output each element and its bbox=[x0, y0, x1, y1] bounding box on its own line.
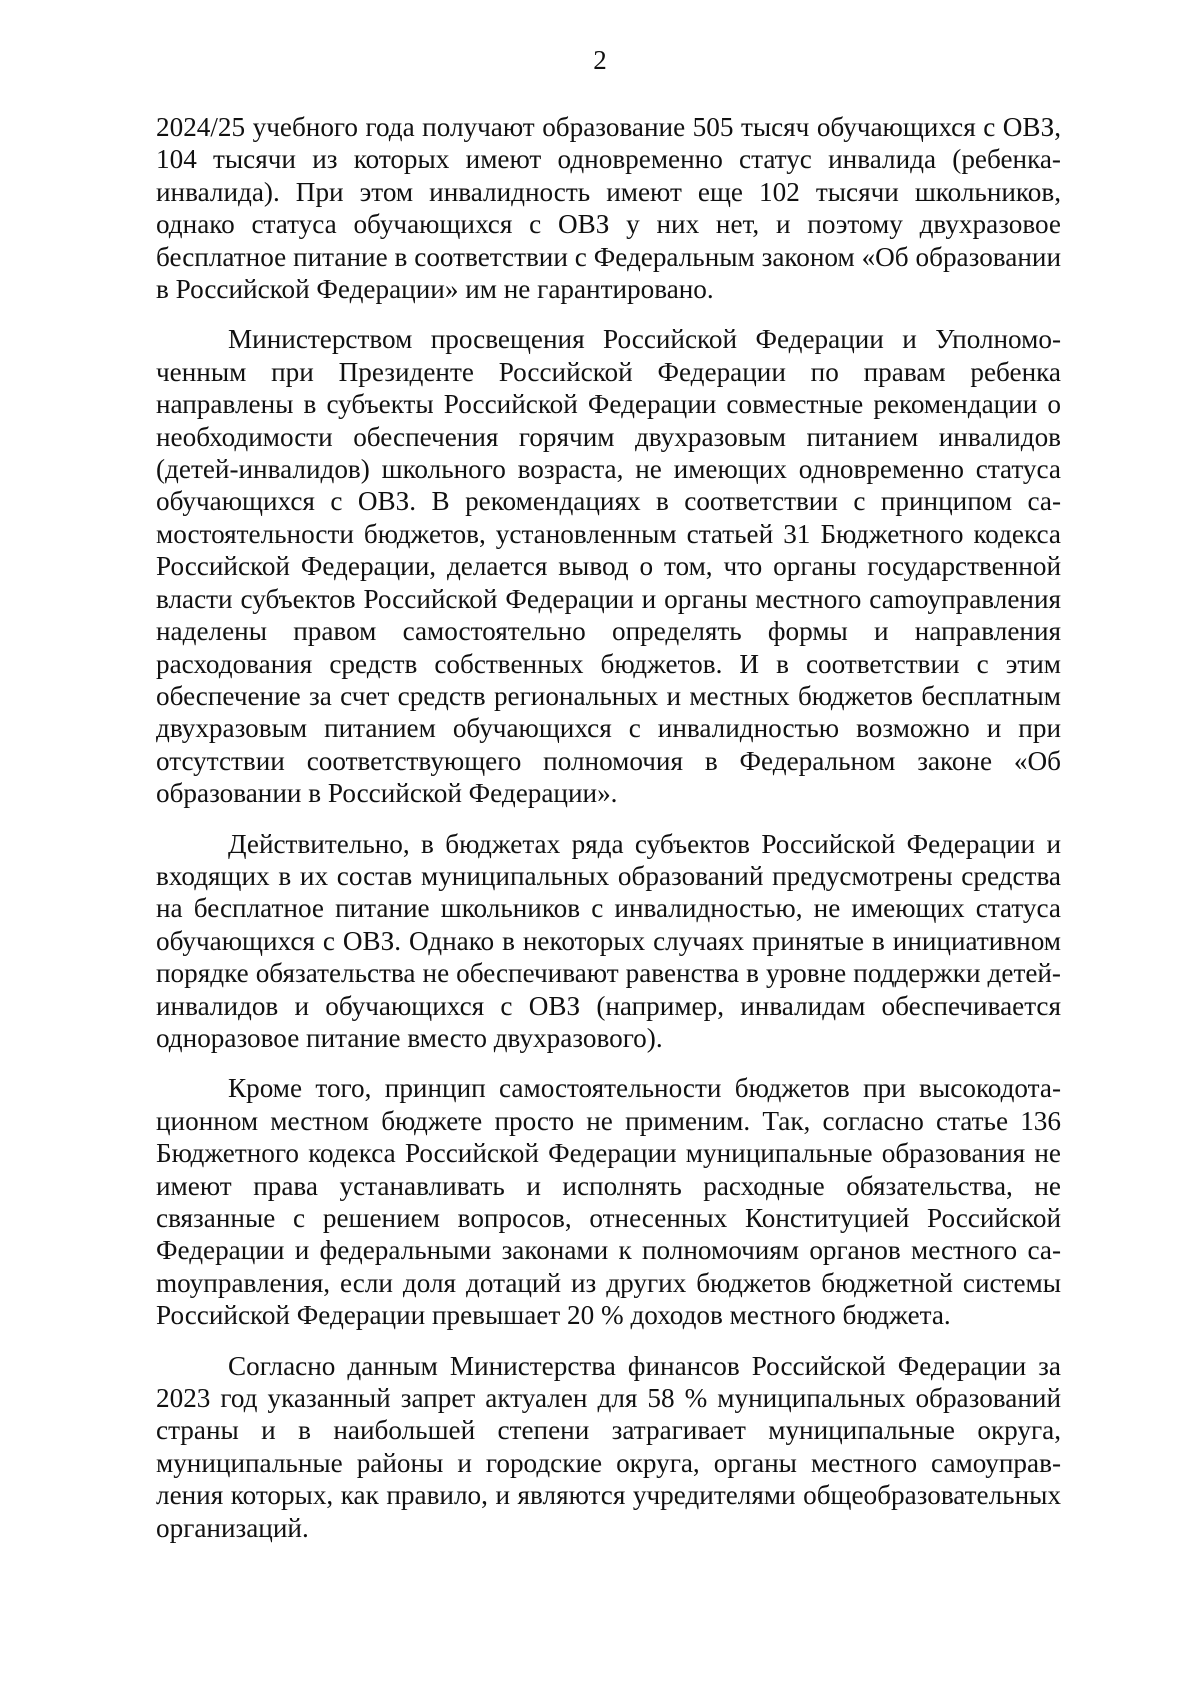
paragraph-regional-budgets: Действительно, в бюджетах ряда субъектов Российской Федерации и входящих в их состав муниципальных образований предусмотрены средства на бесплатное питание школьников с инвалидностью, не имеющих статуса обучающихся с ОВЗ. Однако в некоторых случаях принятые в инициативном порядке обязательства не обеспечивают равенства в уровне поддержки детей-инвалидов и обучающихся с ОВЗ (например, инвалидам обеспечивается одноразовое питание вместо двухразового). bbox=[156, 828, 1061, 1053]
paragraph-ministry-recommendations: Министерством просвещения Российской Федерации и Уполномоченным при Президенте Российской Федерации по правам ребенка направлены в субъекты Российской Федерации совместные рекомендации о необходимости обеспечения горячим двухразовым питанием инвалидов (детей-инвалидов) школьного возраста, не имеющих одновременно статуса обучающихся с ОВЗ. В рекомендациях в соответствии с принципом самостоятельности бюджетов, установленным статьей 31 Бюджетного кодекса Российской Федерации, делается вывод о том, что органы государственной власти субъектов Российской Федерации и органы местного саmоуправления наделены правом самостоятельно определять формы и направления расходования средств собственных бюджетов. И в соответствии с этим обеспечение за счет средств региональных и местных бюджетов бесплатным двухразовым питанием обучающихся с инвалидностью возможно и при отсутствии соответствующего полномочия в Федеральном законе «Об образовании в Российской Федерации». bbox=[156, 324, 1061, 809]
page-number: 2 bbox=[593, 45, 607, 75]
paragraph-ministry-of-finance-data: Согласно данным Министерства финансов Российской Федерации за 2023 год указанный запрет актуален для 58 % муниципальных образований страны и в наибольшей степени затрагивает муниципальные округа, муниципальные районы и городские округа, органы местного самоуправления которых, как правило, и являются учредителями общеобразовательных организаций. bbox=[156, 1350, 1061, 1543]
paragraph-budget-autonomy: Кроме того, принцип самостоятельности бюджетов при высокодотационном местном бюджете просто не применим. Так, согласно статье 136 Бюджетного кодекса Российской Федерации муниципальные образования не имеют права устанавливать и исполнять расходные обязательства, не связанные с решением вопросов, отнесенных Конституцией Российской Федерации и федеральными законами к полномочиям органов местного саmоуправления, если доля дотаций из других бюджетов бюджетной системы Российской Федерации превышает 20 % доходов местного бюджета. bbox=[156, 1073, 1061, 1331]
paragraph-ovz-statistics: 2024/25 учебного года получают образование 505 тысяч обучающихся с ОВЗ, 104 тысячи из которых имеют одновременно статус инвалида (ребенка-инвалида). При этом инвалидность имеют еще 102 тысячи школьников, однако статуса обучающихся с ОВЗ у них нет, и поэтому двухразовое бесплатное питание в соответствии с Федеральным законом «Об образовании в Российской Федерации» им не гарантировано. bbox=[156, 112, 1061, 305]
document-body bbox=[156, 111, 1061, 1562]
